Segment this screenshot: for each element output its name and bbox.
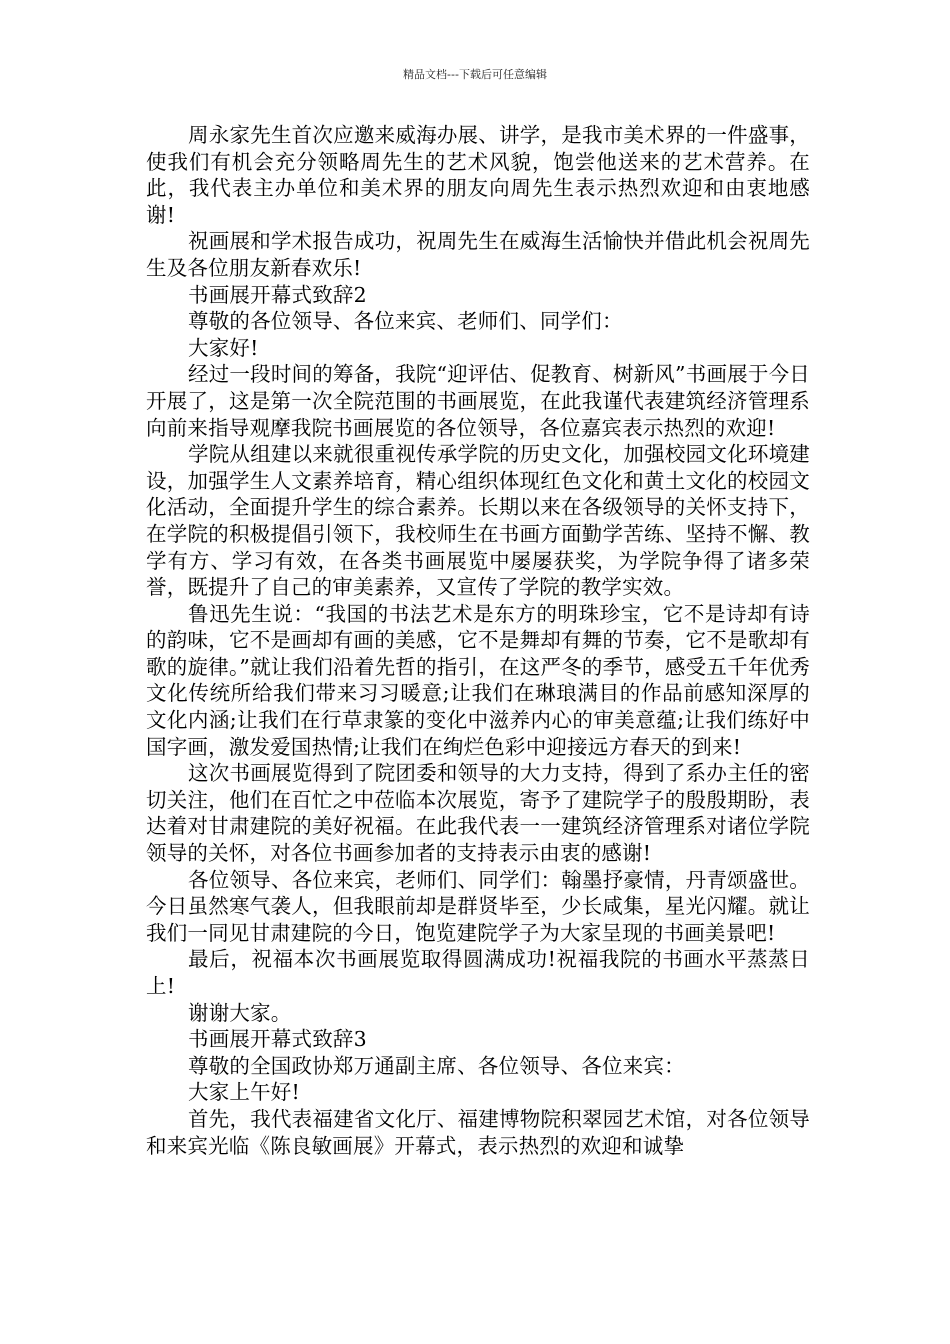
paragraph: 首先，我代表福建省文化厅、福建博物院积翠园艺术馆，对各位领导和来宾光临《陈良敏画展》开幕式，表示热烈的欢迎和诚挚	[146, 1106, 810, 1158]
paragraph: 最后，祝福本次书画展览取得圆满成功!祝福我院的书画水平蒸蒸日上!	[146, 947, 810, 998]
section-heading: 书画展开幕式致辞2	[188, 282, 367, 307]
document-body	[146, 122, 810, 1159]
paragraph: 经过一段时间的筹备，我院“迎评估、促教育、树新风”书画展于今日开展了，这是第一次全院范围的书画展览，在此我谨代表建筑经济管理系向前来指导观摩我院书画展览的各位领导，各位嘉宾表示热烈的欢迎!	[146, 362, 810, 440]
closing: 谢谢大家。	[188, 1000, 292, 1025]
salutation: 尊敬的各位领导、各位来宾、老师们、同学们：	[188, 309, 623, 334]
greeting: 大家好!	[188, 335, 259, 360]
paragraph: 周永家先生首次应邀来威海办展、讲学，是我市美术界的一件盛事，使我们有机会充分领略周先生的艺术风貌，饱尝他送来的艺术营养。在此，我代表主办单位和美术界的朋友向周先生表示热烈欢迎和由衷地感谢!	[146, 123, 810, 227]
section-heading: 书画展开幕式致辞3	[188, 1027, 367, 1052]
salutation: 尊敬的全国政协郑万通副主席、各位领导、各位来宾：	[188, 1053, 685, 1078]
paragraph: 这次书画展览得到了院团委和领导的大力支持，得到了系办主任的密切关注，他们在百忙之中莅临本次展览，寄予了建院学子的殷殷期盼，表达着对甘肃建院的美好祝福。在此我代表一一建筑经济管理系对诸位学院领导的关怀，对各位书画参加者的支持表示由衷的感谢!	[146, 761, 810, 866]
paragraph: 祝画展和学术报告成功，祝周先生在威海生活愉快并借此机会祝周先生及各位朋友新春欢乐!	[146, 229, 810, 280]
paragraph: 鲁迅先生说：“我国的书法艺术是东方的明珠珍宝，它不是诗却有诗的韵味，它不是画却有画的美感，它不是舞却有舞的节奏，它不是歌却有歌的旋律。”就让我们沿着先哲的指引，在这严冬的季节，感受五千年优秀文化传统所给我们带来习习暖意;让我们在琳琅满目的作品前感知深厚的文化内涵;让我们在行草隶篆的变化中滋养内心的审美意蕴;让我们练好中国字画，激发爱国热情;让我们在绚烂色彩中迎接远方春天的到来!	[146, 601, 810, 759]
greeting: 大家上午好!	[188, 1080, 300, 1105]
paragraph: 学院从组建以来就很重视传承学院的历史文化，加强校园文化环境建设，加强学生人文素养培育，精心组织体现红色文化和黄土文化的校园文化活动，全面提升学生的综合素养。长期以来在各级领导的关怀支持下，在学院的积极提倡引领下，我校师生在书画方面勤学苦练、坚持不懈、教学有方、学习有效，在各类书画展览中屡屡获奖，为学院争得了诸多荣誉，既提升了自己的审美素养，又宣传了学院的教学实效。	[146, 442, 810, 600]
paragraph: 各位领导、各位来宾，老师们、同学们：翰墨抒豪情，丹青颂盛世。今日虽然寒气袭人，但我眼前却是群贤毕至，少长咸集，星光闪耀。就让我们一同见甘肃建院的今日，饱览建院学子为大家呈现的书画美景吧!	[146, 867, 810, 945]
page-header: 精品文档---下载后可任意编辑	[403, 68, 547, 81]
